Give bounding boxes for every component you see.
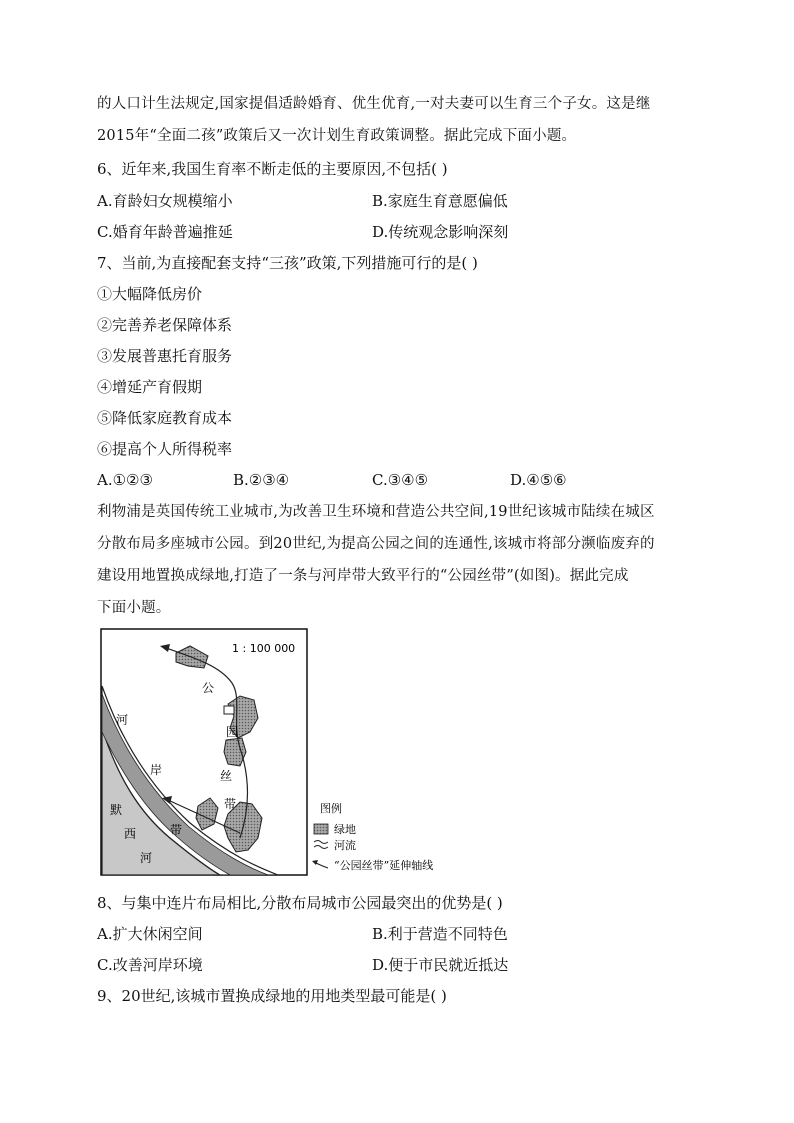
question-9-stem: 9、20世纪,该城市置换成绿地的用地类型最可能是( )	[97, 987, 447, 1005]
q6-option-c[interactable]: C.婚育年龄普遍推延	[97, 223, 233, 241]
legend-axis-arrow	[312, 860, 318, 865]
bank-label-char: 带	[170, 823, 183, 837]
question-8-stem: 8、与集中连片布局相比,分散布局城市公园最突出的优势是( )	[97, 894, 503, 912]
intro-text-line: 利物浦是英国传统工业城市,为改善卫生环境和营造公共空间,19世纪该城市陆续在城区	[97, 504, 655, 520]
legend-green-swatch	[314, 824, 328, 834]
park-ribbon-map	[100, 628, 480, 878]
legend-axis-label: “公园丝带”延伸轴线	[334, 859, 434, 872]
q7-option-c[interactable]: C.③④⑤	[372, 471, 429, 489]
ribbon-label-char: 公	[202, 681, 215, 695]
river-label-char: 西	[124, 827, 137, 841]
green-area	[224, 706, 234, 714]
q7-item: ②完善养老保障体系	[97, 316, 233, 334]
intro-text-line: 2015年“全面二孩”政策后又一次计划生育政策调整。据此完成下面小题。	[97, 128, 577, 144]
q7-option-a[interactable]: A.①②③	[97, 471, 153, 489]
q7-item: ⑥提高个人所得税率	[97, 440, 233, 458]
legend-title: 图例	[320, 802, 342, 815]
bank-label-char: 岸	[150, 763, 163, 777]
river-label-char: 河	[140, 851, 153, 865]
q8-option-a[interactable]: A.扩大休闲空间	[97, 925, 203, 943]
q7-item: ①大幅降低房价	[97, 285, 203, 303]
q8-option-d[interactable]: D.便于市民就近抵达	[372, 956, 509, 974]
q7-item: ④增延产育假期	[97, 378, 203, 396]
q6-option-a[interactable]: A.育龄妇女规模缩小	[97, 192, 233, 210]
q6-option-d[interactable]: D.传统观念影响深刻	[372, 223, 509, 241]
ribbon-label-char: 带	[224, 797, 237, 811]
intro-text-line: 分散布局多座城市公园。到20世纪,为提高公园之间的连通性,该城市将部分濒临废弃的	[97, 536, 655, 552]
q7-item: ③发展普惠托育服务	[97, 347, 233, 365]
question-6-stem: 6、近年来,我国生育率不断走低的主要原因,不包括( )	[97, 160, 448, 178]
intro-text-line: 建设用地置换成绿地,打造了一条与河岸带大致平行的“公园丝带”(如图)。据此完成	[97, 568, 629, 584]
q6-option-b[interactable]: B.家庭生育意愿偏低	[372, 192, 508, 210]
legend-river-icon	[314, 841, 328, 849]
q8-option-c[interactable]: C.改善河岸环境	[97, 956, 203, 974]
intro-text-line: 的人口计生法规定,国家提倡适龄婚育、优生优育,一对夫妻可以生育三个子女。这是继	[97, 96, 651, 112]
ribbon-label-char: 园	[226, 725, 239, 739]
legend-green-label: 绿地	[334, 823, 356, 836]
q8-option-b[interactable]: B.利于营造不同特色	[372, 925, 508, 943]
map-scale: 1 : 100 000	[232, 642, 296, 655]
legend-river-label: 河流	[334, 839, 356, 852]
ribbon-label-char: 丝	[220, 769, 233, 783]
q7-option-d[interactable]: D.④⑤⑥	[510, 471, 567, 489]
q7-option-b[interactable]: B.②③④	[233, 471, 290, 489]
river-label-char: 默	[110, 803, 123, 817]
bank-label-char: 河	[116, 713, 129, 727]
question-7-stem: 7、当前,为直接配套支持“三孩”政策,下列措施可行的是( )	[97, 254, 478, 272]
q7-item: ⑤降低家庭教育成本	[97, 409, 233, 427]
intro-text-line: 下面小题。	[97, 600, 171, 616]
